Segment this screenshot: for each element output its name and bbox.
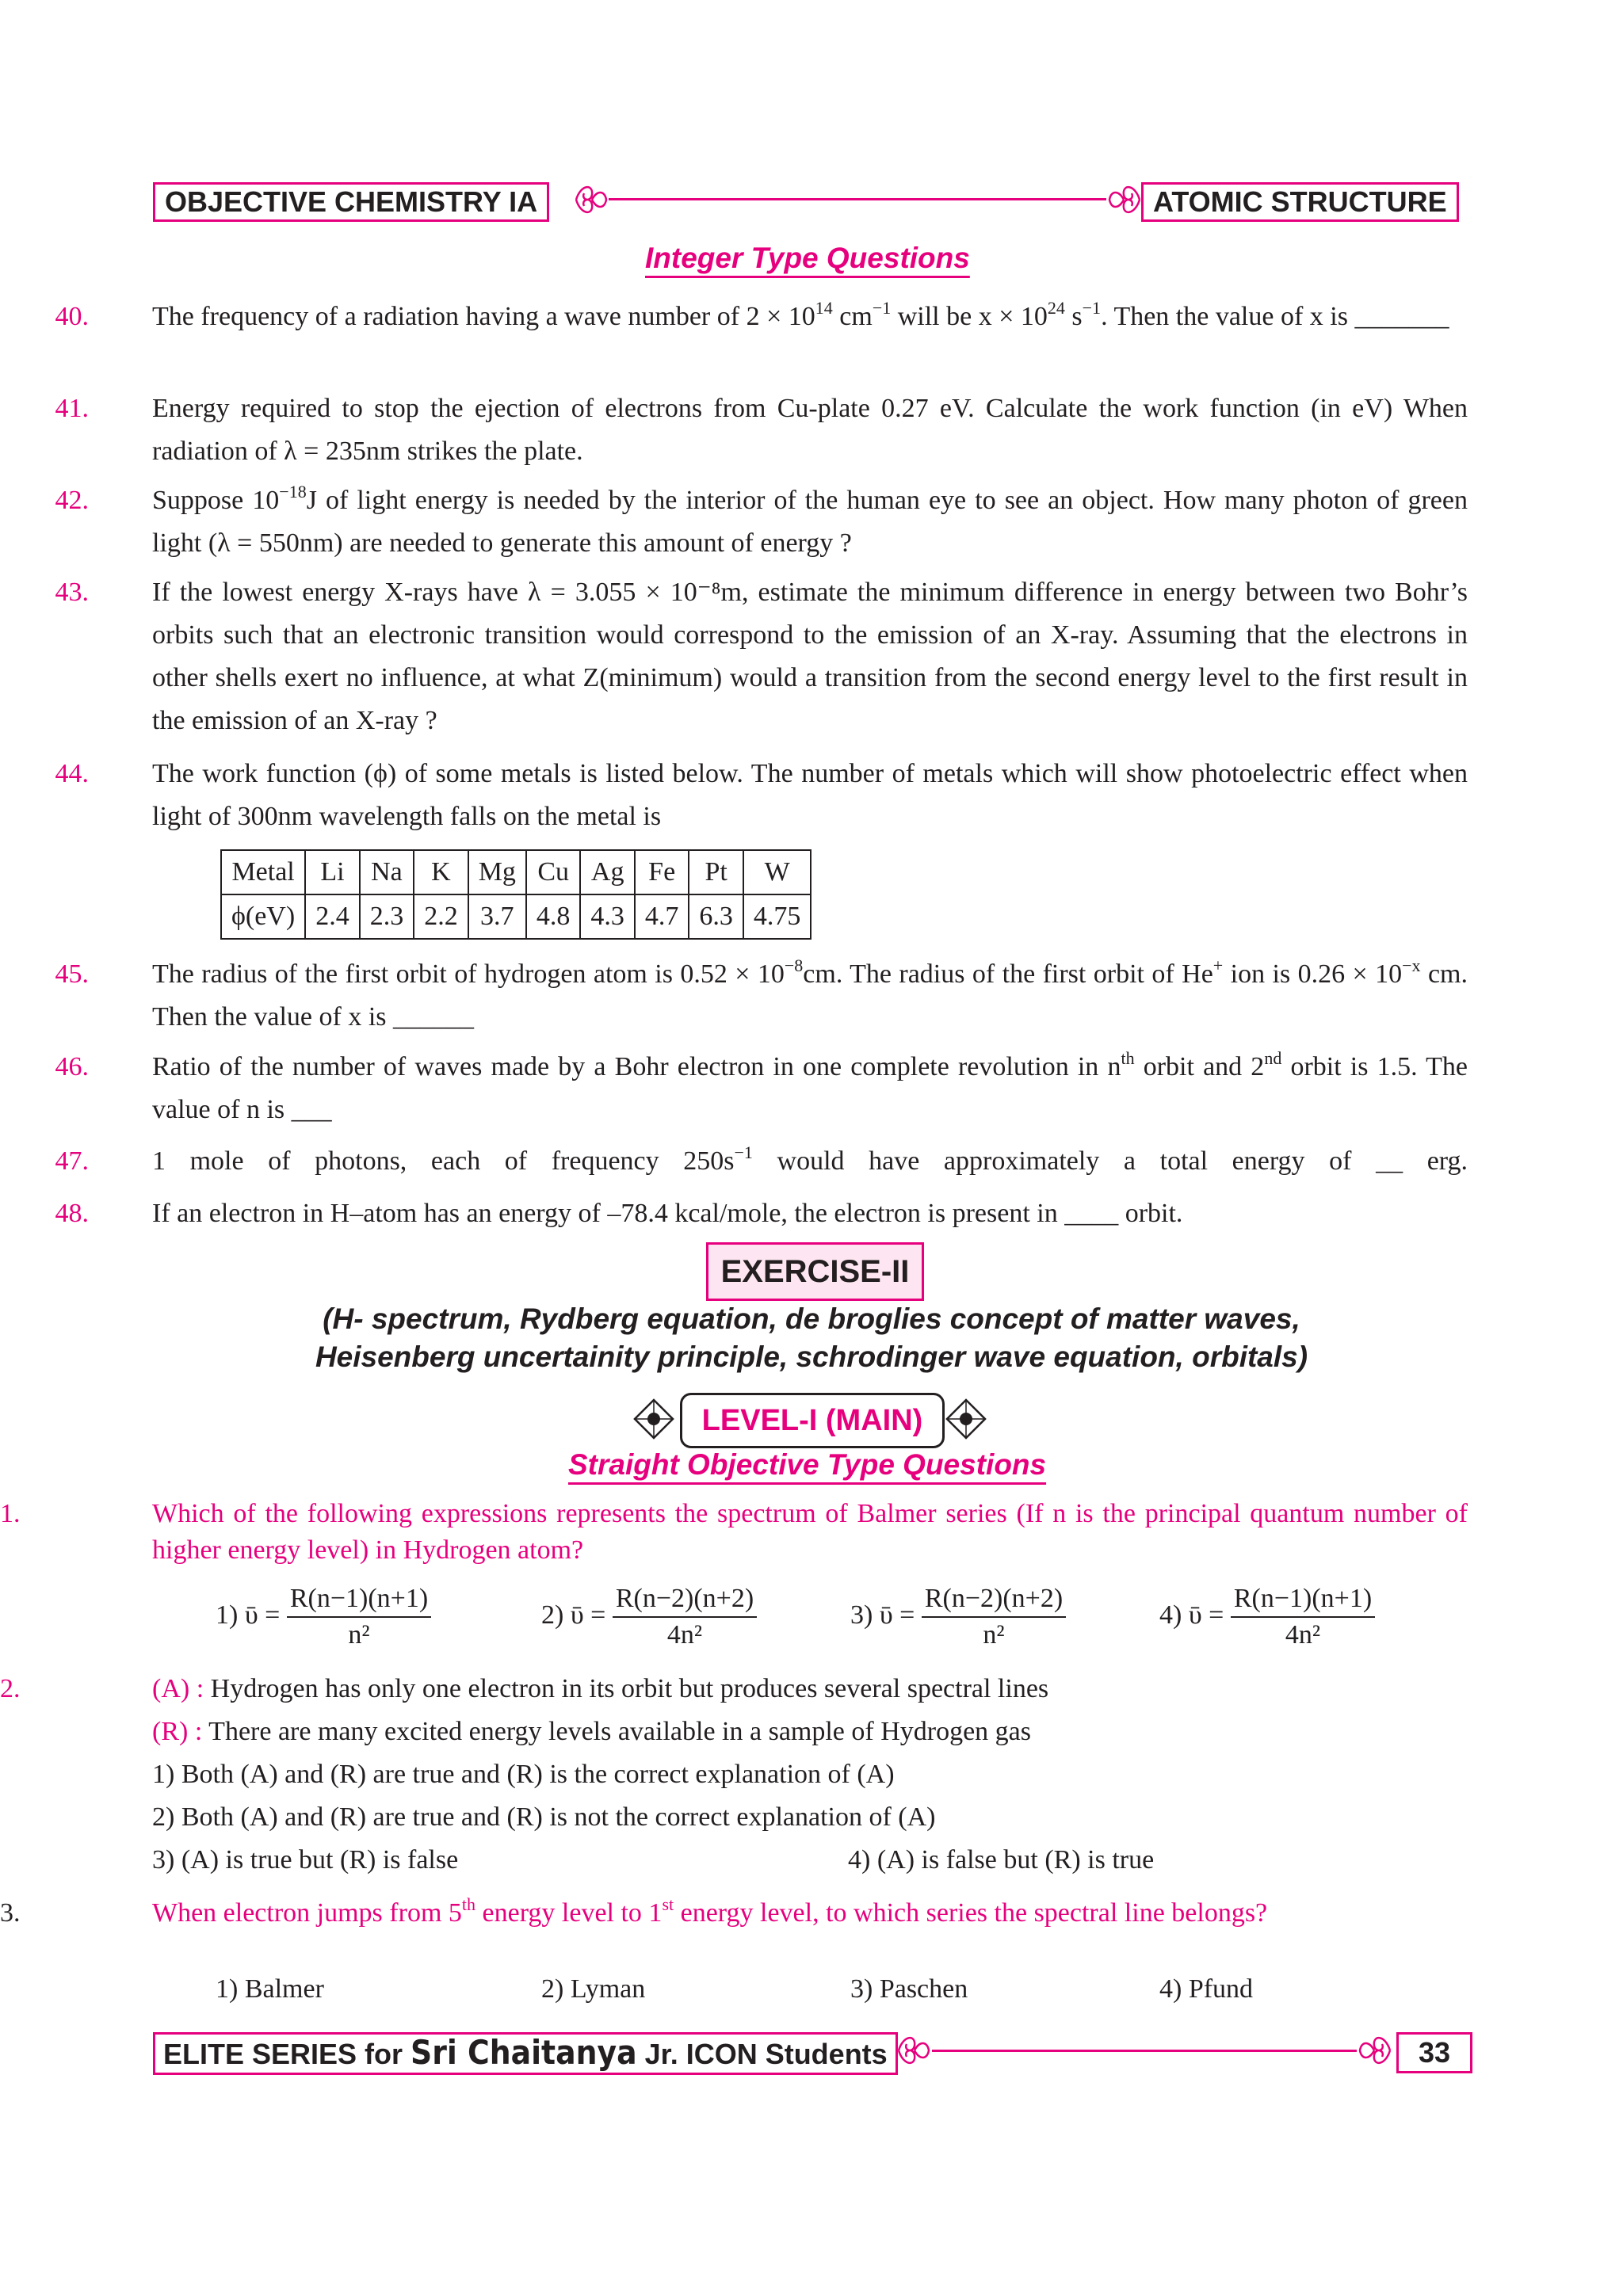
table-cell: W <box>743 850 812 894</box>
question-42: 42. Suppose $10^{-18}J$ of light energy is needed by the interior of the human eye to see an object. How many photon of green light (λ = 550nm) are needed to generate this amount of energy ? <box>152 479 1468 565</box>
mcq-3-option-4: 4) Pfund <box>1159 1974 1254 2004</box>
footer-post: Jr. ICON Students <box>636 2038 888 2070</box>
question-41 <box>55 387 1468 473</box>
table-cell: Cu <box>526 850 581 894</box>
table-cell: Li <box>305 850 360 894</box>
question-number: 46. <box>55 1052 89 1081</box>
flourish-left-icon <box>573 179 609 220</box>
footer-pre: ELITE SERIES for <box>163 2038 411 2070</box>
table-cell: 4.3 <box>580 894 635 939</box>
table-cell: ϕ(eV) <box>221 894 305 939</box>
mcq-1-option-1: 1) ῡ = $\frac{R(n-1)(n+1)}{\text{n²}}$ <box>216 1581 431 1653</box>
footer-rule <box>932 2050 1357 2052</box>
straight-objective-heading: Straight Objective Type Questions <box>568 1448 1047 1481</box>
reason <box>152 1711 1468 1753</box>
table-row-work-function <box>221 894 811 939</box>
question-47: 47. 1 mole of photons, each of frequency $250s^{-1}$ would have approximately a total energy of __ erg. <box>152 1140 1468 1183</box>
header-rule <box>609 198 1106 200</box>
option-label: 2) <box>541 1600 564 1630</box>
question-number: 48. <box>55 1199 89 1228</box>
work-function-table <box>220 849 812 940</box>
exercise-subtitle-line1: (H- spectrum, Rydberg equation, de broglies concept of matter waves, <box>323 1302 1300 1335</box>
mcq-1-option-3: 3) ῡ = $\frac{R(n-2)(n+2)}{\text{n²}}$ <box>850 1581 1066 1653</box>
header-chapter-title: ATOMIC STRUCTURE <box>1141 182 1459 222</box>
question-number: 47. <box>55 1146 89 1176</box>
option-label: 3) <box>850 1600 873 1630</box>
table-cell: 6.3 <box>689 894 743 939</box>
fraction-numerator: R(n−2)(n+2) <box>613 1581 757 1618</box>
option-label: 4) <box>1159 1600 1182 1630</box>
question-number: 43. <box>55 578 89 607</box>
table-cell: Ag <box>580 850 635 894</box>
table-row-metal <box>221 850 811 894</box>
question-text: Energy required to stop the ejection of electrons from Cu-plate 0.27 eV. Calculate the work function (in eV) When radiation of λ = 235nm strikes the plate. <box>152 394 1468 466</box>
question-40: 40. The frequency of a radiation having a wave number of $2 \times 10^{14}$ $cm^{-1}$ will be $x \times 10^{24}$ $s^{-1}$. Then the value of x is _______ <box>152 296 1468 338</box>
ornament-left-icon <box>631 1396 677 1442</box>
table-cell: 4.8 <box>526 894 581 939</box>
table-cell: Fe <box>635 850 689 894</box>
mcq-3-option-2: 2) Lyman <box>541 1974 646 2004</box>
question-43 <box>55 571 1468 742</box>
table-cell: K <box>414 850 468 894</box>
assertion-text: Hydrogen has only one electron in its orbit but produces several spectral lines <box>210 1674 1049 1703</box>
fraction-denominator: n² <box>348 1620 370 1650</box>
mcq-1-option-2: 2) ῡ = $\frac{R(n-2)(n+2)}{\text{4n²}}$ <box>541 1581 757 1653</box>
fraction-numerator: R(n−1)(n+1) <box>287 1581 431 1618</box>
option-3: 3) (A) is true but (R) is false <box>152 1845 459 1875</box>
fraction-denominator: 4n² <box>666 1620 703 1650</box>
reason-label: (R) : <box>152 1717 203 1746</box>
brand-name: Sri Chaitanya <box>411 2033 637 2072</box>
question-number: 45. <box>55 959 89 989</box>
question-number: 2. <box>0 1674 21 1703</box>
question-number: 3. <box>0 1898 21 1928</box>
table-cell: 4.75 <box>743 894 812 939</box>
question-number: 44. <box>55 759 89 788</box>
table-cell: Mg <box>468 850 526 894</box>
question-number: 40. <box>55 302 89 331</box>
question-number: 41. <box>55 394 89 423</box>
ornament-right-icon <box>943 1396 989 1442</box>
assertion <box>152 1668 1468 1711</box>
header-book-title: OBJECTIVE CHEMISTRY IA <box>153 182 549 222</box>
question-48 <box>55 1192 1468 1235</box>
table-cell: 3.7 <box>468 894 526 939</box>
flourish-right-icon <box>1106 179 1143 220</box>
mcq-3-option-3: 3) Paschen <box>850 1974 968 2004</box>
option-2: 2) Both (A) and (R) are true and (R) is not the correct explanation of (A) <box>152 1802 936 1832</box>
assertion-label: (A) : <box>152 1674 204 1703</box>
exercise-subtitle-line2: Heisenberg uncertainity principle, schrodinger wave equation, orbitals) <box>315 1341 1308 1373</box>
table-cell: 4.7 <box>635 894 689 939</box>
option-1: 1) Both (A) and (R) are true and (R) is the correct explanation of (A) <box>152 1760 895 1789</box>
question-number: 1. <box>0 1499 21 1528</box>
table-cell: 2.3 <box>360 894 414 939</box>
table-cell: Pt <box>689 850 743 894</box>
reason-text: There are many excited energy levels available in a sample of Hydrogen gas <box>208 1717 1032 1746</box>
mcq-3-option-1: 1) Balmer <box>216 1974 324 2004</box>
level-title: LEVEL-I (MAIN) <box>680 1393 945 1448</box>
table-cell: Na <box>360 850 414 894</box>
fraction-numerator: R(n−2)(n+2) <box>922 1581 1066 1618</box>
option-label: 1) <box>216 1600 239 1630</box>
mcq-1-option-4: 4) ῡ = $\frac{R(n-1)(n+1)}{\text{4n²}}$ <box>1159 1581 1375 1653</box>
exercise-title: EXERCISE-II <box>706 1242 924 1301</box>
question-text: Which of the following expressions represents the spectrum of Balmer series (If n is the principal quantum number of higher energy level) in Hydrogen atom? <box>152 1499 1468 1565</box>
fraction-denominator: 4n² <box>1285 1620 1321 1650</box>
question-text: The work function (ϕ) of some metals is listed below. The number of metals which will show photoelectric effect when light of 300nm wavelength falls on the metal is <box>152 759 1468 831</box>
table-cell: 2.2 <box>414 894 468 939</box>
question-number: 42. <box>55 486 89 515</box>
fraction-numerator: R(n−1)(n+1) <box>1231 1581 1375 1618</box>
footer-series <box>153 2032 898 2075</box>
question-text: If the lowest energy X-rays have λ = 3.055 × 10⁻⁸m, estimate the minimum difference in energy between two Bohr’s orbits such that an electronic transition would correspond to the emission of an X-ray. Assuming that the electrons in other shells exert no influence, at what Z(minimum) would a transition from the second energy level to the first result in the emission of an X-ray ? <box>152 578 1468 735</box>
question-44 <box>55 753 1468 838</box>
mcq-2 <box>0 1668 1468 1882</box>
fraction-denominator: n² <box>983 1620 1005 1650</box>
question-46: 46. Ratio of the number of waves made by a Bohr electron in one complete revolution in $n^{th}$ orbit and 2nd orbit is 1.5. The value of n is ___ <box>152 1046 1468 1131</box>
question-text: If an electron in H–atom has an energy of –78.4 kcal/mole, the electron is present in ____ orbit. <box>152 1199 1183 1228</box>
table-cell: 2.4 <box>305 894 360 939</box>
mcq-1 <box>0 1496 1468 1569</box>
integer-type-heading: Integer Type Questions <box>645 242 970 274</box>
question-45: 45. The radius of the first orbit of hydrogen atom is $0.52 \times 10^{-8}cm$. The radius of the first orbit of He+ ion is $0.26 \times 10^{-x}$ cm. Then the value of x is ______ <box>152 953 1468 1039</box>
option-4: 4) (A) is false but (R) is true <box>848 1845 1155 1875</box>
flourish-left-icon <box>896 2030 932 2071</box>
mcq-3: 3. When electron jumps from 5th energy level to 1st energy level, to which series the spectral line belongs? <box>152 1895 1468 1932</box>
page-number: 33 <box>1396 2032 1472 2073</box>
flourish-right-icon <box>1357 2030 1393 2071</box>
table-cell: Metal <box>221 850 305 894</box>
